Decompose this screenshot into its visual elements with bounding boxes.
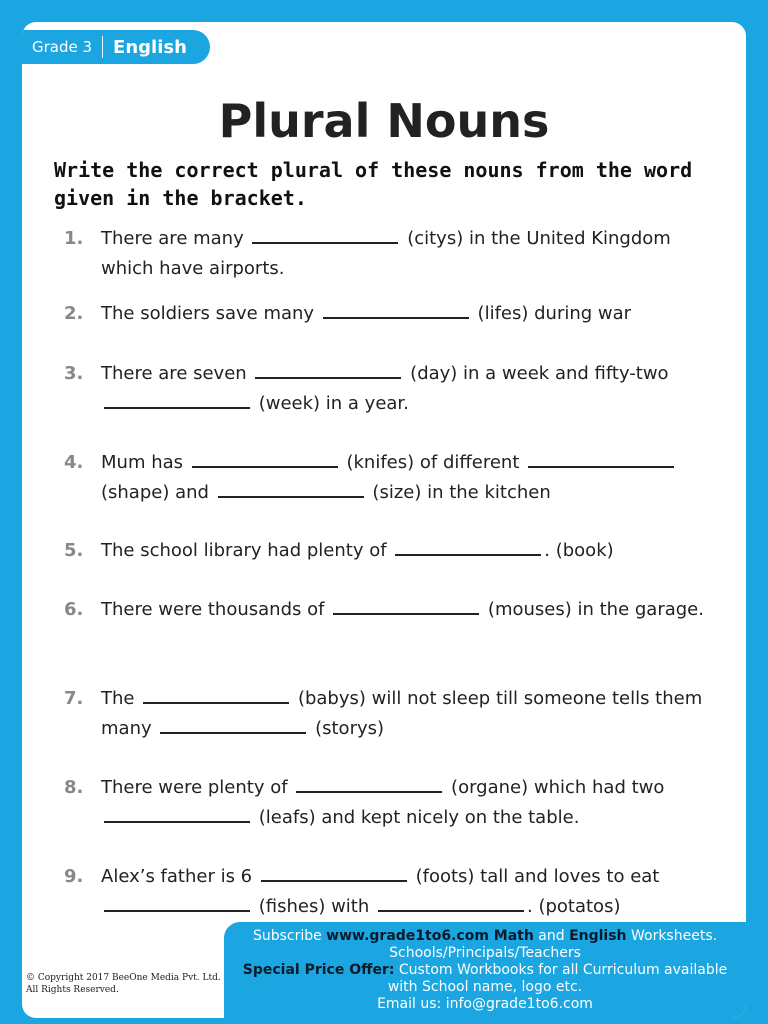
- question-text: (fishes) with: [258, 896, 370, 917]
- answer-blank[interactable]: [333, 595, 479, 615]
- answer-blank[interactable]: [378, 892, 524, 912]
- footer-banner: [224, 922, 746, 1018]
- question-8: [64, 773, 714, 833]
- answer-blank[interactable]: [255, 359, 401, 379]
- question-text: The: [101, 688, 135, 709]
- question-text: . (potatos): [527, 896, 621, 917]
- question-text: (citys) in the United Kingdom which have airports.: [101, 228, 671, 279]
- question-2: [64, 299, 714, 329]
- tag-divider: [102, 36, 103, 58]
- question-text: The school library had plenty of: [101, 540, 387, 561]
- question-number: 2.: [64, 303, 84, 324]
- question-1: [64, 224, 714, 284]
- footer-custom-line: with School name, logo etc.: [387, 979, 583, 995]
- question-number: 4.: [64, 452, 84, 473]
- question-text: (knifes) of different: [346, 452, 520, 473]
- question-number: 1.: [64, 228, 84, 249]
- question-text: (leafs) and kept nicely on the table.: [258, 807, 580, 828]
- answer-blank[interactable]: [104, 892, 250, 912]
- question-text: There were thousands of: [101, 599, 325, 620]
- answer-blank[interactable]: [261, 862, 407, 882]
- footer-email-line[interactable]: Email us: info@grade1to6.com: [377, 996, 593, 1012]
- copyright-line: © Copyright 2017 BeeOne Media Pvt. Ltd.: [26, 973, 221, 983]
- footer-bold-text: English: [569, 928, 627, 944]
- footer-text: and: [533, 928, 570, 944]
- question-text: (lifes) during war: [477, 303, 632, 324]
- question-text: (week) in a year.: [258, 393, 409, 414]
- answer-blank[interactable]: [395, 536, 541, 556]
- footer-text: Worksheets.: [626, 928, 718, 944]
- page-title: Plural Nouns: [218, 94, 550, 148]
- question-text: (size) in the kitchen: [372, 482, 551, 503]
- question-5: [64, 536, 714, 566]
- footer-offer-label: Special Price Offer:: [242, 962, 395, 978]
- question-text: The soldiers save many: [101, 303, 315, 324]
- question-9: [64, 862, 714, 922]
- question-text: (storys): [315, 718, 385, 739]
- answer-blank[interactable]: [143, 684, 289, 704]
- question-number: 9.: [64, 866, 84, 887]
- question-text: Alex’s father is 6: [101, 866, 253, 887]
- footer-text: Subscribe: [252, 928, 327, 944]
- footer-subscribe-line: [224, 928, 746, 945]
- answer-blank[interactable]: [528, 448, 674, 468]
- answer-blank[interactable]: [323, 299, 469, 319]
- question-number: 3.: [64, 363, 84, 384]
- question-text: There are many: [101, 228, 244, 249]
- copyright-line: All Rights Reserved.: [26, 985, 119, 995]
- copyright-notice: [26, 972, 226, 996]
- question-7: [64, 684, 714, 744]
- question-text: (babys) will not sleep till someone tells them many: [101, 688, 703, 739]
- footer-website-link[interactable]: www.grade1to6.com Math: [326, 928, 534, 944]
- question-text: There are seven: [101, 363, 247, 384]
- instructions: Write the correct plural of these nouns from the word given in the bracket.: [54, 158, 693, 210]
- grade-label: Grade 3: [32, 38, 93, 56]
- answer-blank[interactable]: [218, 478, 364, 498]
- worksheet: [22, 22, 746, 1018]
- question-number: 6.: [64, 599, 84, 620]
- question-4: [64, 448, 714, 508]
- answer-blank[interactable]: [192, 448, 338, 468]
- footer-text: Custom Workbooks for all Curriculum available: [394, 962, 728, 978]
- question-text: Mum has: [101, 452, 184, 473]
- question-text: (shape) and: [101, 482, 209, 503]
- answer-blank[interactable]: [252, 224, 398, 244]
- question-text: (organe) which had two: [451, 777, 665, 798]
- subject-label: English: [113, 36, 187, 58]
- question-text: (foots) tall and loves to eat: [415, 866, 660, 887]
- answer-blank[interactable]: [296, 773, 442, 793]
- question-text: (day) in a week and fifty-two: [410, 363, 669, 384]
- question-text: (mouses) in the garage.: [487, 599, 704, 620]
- question-number: 5.: [64, 540, 84, 561]
- question-text: . (book): [544, 540, 614, 561]
- question-3: [64, 359, 714, 419]
- question-6: [64, 595, 714, 625]
- footer-offer-line: [224, 962, 746, 979]
- grade-subject-tag: [22, 30, 210, 64]
- question-text: There were plenty of: [101, 777, 288, 798]
- answer-blank[interactable]: [104, 803, 250, 823]
- question-number: 7.: [64, 688, 84, 709]
- question-number: 8.: [64, 777, 84, 798]
- footer-audience-line: Schools/Principals/Teachers: [389, 945, 581, 961]
- answer-blank[interactable]: [104, 389, 250, 409]
- answer-blank[interactable]: [160, 714, 306, 734]
